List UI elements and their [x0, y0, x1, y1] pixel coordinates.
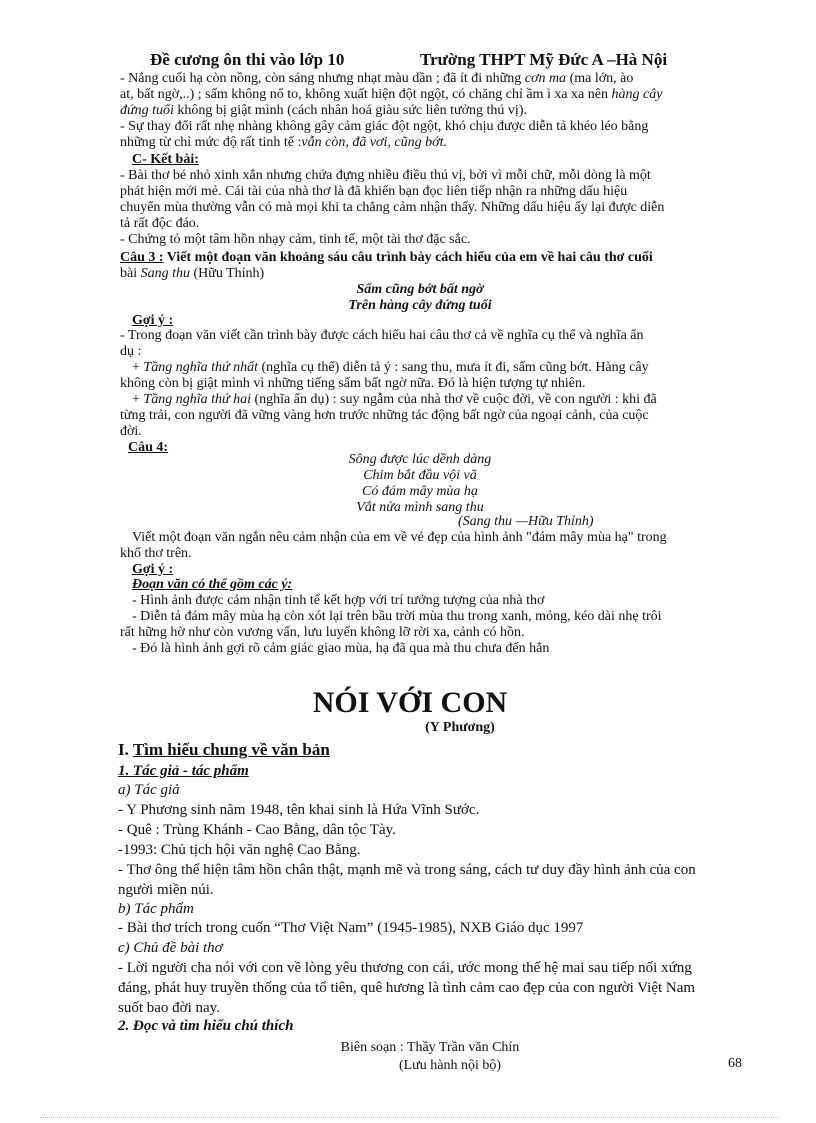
- poem-author: (Y Phương): [425, 720, 495, 735]
- footer-note: (Lưu hành nội bộ): [398, 1058, 502, 1073]
- part1-a1: - Y Phương sinh năm 1948, tên khai sinh là Hứa Vĩnh Sước.: [118, 802, 480, 818]
- part1-c2: đáng, phát huy truyền thống của tổ tiên, quê hương là tình cảm cao đẹp của con người Việt Nam: [118, 980, 696, 996]
- c-line2: phát hiện mới mẻ. Cái tài của nhà thơ là đã khiến bạn đọc liên tiếp nhận ra những dấu hiệu: [120, 184, 628, 199]
- q4-source: (Sang thu —Hữu Thỉnh): [458, 514, 594, 529]
- q4-a3: rất hững hờ như còn vương vấn, lưu luyến không lỡ rời xa, cảnh có hồn.: [120, 625, 525, 640]
- q4-verse3: Có đám mây mùa hạ: [362, 484, 478, 499]
- p1-line4: - Sự thay đổi rất nhẹ nhàng không gây cảm giác đột ngột, khó chịu được diễn tả khéo léo bằng: [120, 119, 649, 134]
- part1-a3: -1993: Chủ tịch hội văn nghệ Cao Bằng.: [118, 842, 361, 858]
- p1-line3: đứng tuổi không bị giật mình (cách nhân hoá giàu sức liên tưởng thú vị).: [120, 103, 527, 118]
- bottom-divider: [40, 1117, 780, 1118]
- q4-label: Câu 4:: [128, 440, 169, 455]
- c-line3: chuyển mùa thường vẫn có mà mọi khi ta chẳng cảm nhận thấy. Những dấu hiệu ấy lại được diễn: [120, 200, 665, 215]
- part1-a4: - Thơ ông thể hiện tâm hồn chân thật, mạnh mẽ và trong sáng, cách tư duy đầy hình ảnh của con: [118, 862, 696, 878]
- q4-text2: khổ thơ trên.: [120, 546, 192, 561]
- q4-a1: - Hình ảnh được cảm nhận tinh tế kết hợp với trí tưởng tượng của nhà thơ: [132, 593, 545, 608]
- q3-goiy: Gợi ý :: [132, 313, 174, 328]
- q3-verse1: Sấm cũng bớt bất ngờ: [356, 282, 484, 297]
- c-heading: C- Kết bài:: [132, 152, 199, 167]
- q3-g1b: dụ :: [120, 344, 142, 359]
- q4-verse2: Chim bắt đầu vội vã: [363, 468, 477, 483]
- q3-g3: không còn bị giật mình vì những tiếng sấm bất ngờ nữa. Đó là hiện tượng tự nhiên.: [120, 376, 586, 391]
- part1-a2: - Quê : Trùng Khánh - Cao Bằng, dân tộc Tày.: [118, 822, 396, 838]
- q3-line2: bài Sang thu (Hữu Thỉnh): [120, 266, 265, 281]
- q4-a4: - Đó là hình ảnh gợi rõ cảm giác giao mùa, hạ đã qua mà thu chưa đến hẳn: [132, 641, 550, 656]
- footer-author: Biên soạn : Thầy Trần văn Chín: [340, 1040, 520, 1055]
- q3-g6: đời.: [120, 424, 142, 439]
- q4-verse1: Sông được lúc dềnh dàng: [348, 452, 492, 467]
- c-line1: - Bài thơ bé nhỏ xinh xắn nhưng chứa đựng nhiều điều thú vị, bởi vì mỗi chữ, mỗi dòng là một: [120, 168, 651, 183]
- q4-subheading: Đoạn văn có thể gồm các ý:: [132, 577, 293, 592]
- q3-g5: từng trải, con người đã vững vàng hơn trước những tác động bất ngờ của ngoại cảnh, của cuộc: [120, 408, 649, 423]
- part1-c3: suốt bao đời nay.: [118, 1000, 220, 1016]
- part1-b1: - Bài thơ trích trong cuốn “Thơ Việt Nam” (1945-1985), NXB Giáo dục 1997: [118, 920, 584, 936]
- q3-g4: + Tầng nghĩa thứ hai (nghĩa ẩn dụ) : suy ngẫm của nhà thơ về cuộc đời, về con người : khi đã: [132, 392, 657, 407]
- part1-s1: 1. Tác giả - tác phẩm: [118, 763, 249, 779]
- p1-line5: những từ chỉ mức độ rất tinh tế :vẫn còn, đã vơi, cũng bớt.: [120, 135, 447, 150]
- header-right: Trường THPT Mỹ Đức A –Hà Nội: [420, 50, 668, 69]
- q4-text1: Viết một đoạn văn ngắn nêu cảm nhận của em về vẻ đẹp của hình ảnh "đám mây mùa hạ" trong: [132, 530, 667, 545]
- part1-b-heading: b) Tác phẩm: [118, 901, 194, 917]
- q4-a2: - Diễn tả đám mây mùa hạ còn xót lại trên bầu trời mùa thu trong xanh, mỏng, kéo dài nhẹ trôi: [132, 609, 662, 624]
- q3-g1: - Trong đoạn văn viết cần trình bày được cách hiểu hai câu thơ cả về nghĩa cụ thể và nghĩa ẩn: [120, 328, 644, 343]
- p1-line1: - Nắng cuối hạ còn nồng, còn sáng nhưng nhạt màu dần ; đã ít đi những cơn ma (ma lớn, ào: [120, 71, 634, 86]
- q3-line1: Câu 3 : Viết một đoạn văn khoảng sáu câu trình bày cách hiểu của em về hai câu thơ cuối: [120, 250, 653, 265]
- part1-heading: I. Tìm hiểu chung về văn bản: [118, 740, 330, 759]
- q3-g2: + Tầng nghĩa thứ nhất (nghĩa cụ thể) diễn tả ý : sang thu, mưa ít đi, sấm cũng bớt. Hàng cây: [132, 360, 649, 375]
- p1-line2: at, bất ngờ,..) ; sấm không nổ to, không xuất hiện đột ngột, có chăng chỉ ầm ì xa xa nên hàng cây: [120, 87, 663, 102]
- header-left: Đề cương ôn thi vào lớp 10: [150, 50, 345, 69]
- part1-a-heading: a) Tác giả: [118, 782, 180, 798]
- part1-a5: người miền núi.: [118, 882, 214, 898]
- part1-c1: - Lời người cha nói với con về lòng yêu thương con cái, ước mong thế hệ mai sau tiếp nối xứng: [118, 960, 692, 976]
- part1-c-heading: c) Chủ đề bài thơ: [118, 940, 223, 956]
- q4-goiy: Gợi ý :: [132, 562, 174, 577]
- page-number: 68: [728, 1056, 742, 1071]
- c-line5: - Chứng tỏ một tâm hồn nhạy cảm, tinh tế, một tài thơ đặc sắc.: [120, 232, 471, 247]
- q3-verse2: Trên hàng cây đứng tuổi: [348, 298, 492, 313]
- page-title: NÓI VỚI CON: [312, 686, 508, 719]
- q4-verse4: Vắt nửa mình sang thu: [356, 500, 484, 515]
- part1-s2: 2. Đọc và tìm hiểu chú thích: [118, 1018, 294, 1034]
- c-line4: tả rất độc đáo.: [120, 216, 200, 231]
